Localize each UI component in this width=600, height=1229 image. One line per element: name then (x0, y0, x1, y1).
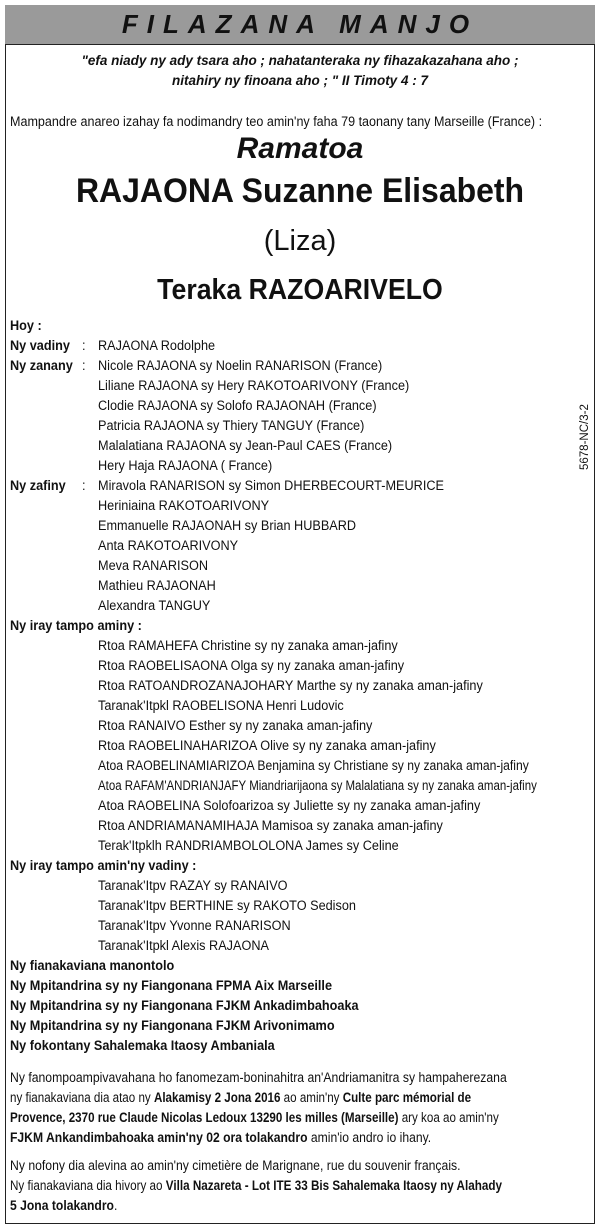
group-line: Ny fianakaviana manontolo (10, 958, 175, 973)
honorific: Ramatoa (236, 132, 364, 165)
deceased-name: RAJAONA Suzanne Elisabeth (75, 172, 525, 210)
gathering-date: 5 Jona tolakandro (10, 1198, 114, 1213)
list-item: Atoa RAOBELINAMIARIZOA Benjamina sy Christiane sy ny zanaka aman-jafiny (98, 758, 529, 773)
zafiny-sep: : (82, 478, 86, 493)
zanany-label: Ny zanany (10, 358, 73, 373)
vadiny-sep: : (82, 338, 86, 353)
list-item: Nicole RAJAONA sy Noelin RANARISON (France) (98, 358, 383, 373)
list-item: Malalatiana RAJAONA sy Jean-Paul CAES (France) (98, 438, 393, 453)
service-text: ary koa ao amin'ny (398, 1110, 499, 1125)
list-item: Alexandra TANGUY (98, 598, 211, 613)
list-item: Emmanuelle RAJAONAH sy Brian HUBBARD (98, 518, 357, 533)
hoy-label: Hoy : (10, 318, 42, 333)
zafiny-label: Ny zafiny (10, 478, 66, 493)
service-date: Alakamisy 2 Jona 2016 (153, 1090, 281, 1105)
burial-line-3 (10, 1196, 522, 1216)
service-text: ao amin'ny (280, 1090, 343, 1105)
service-text: amin'io andro io ihany. (307, 1130, 432, 1145)
tampo-vadiny-label: Ny iray tampo amin'ny vadiny : (10, 858, 197, 873)
burial-line-1: Ny nofony dia alevina ao amin'ny cimetière de Marignane, rue du souvenir français. (10, 1158, 461, 1173)
service-church-time: FJKM Ankandimbahoaka amin'ny 02 ora tolakandro (10, 1130, 308, 1145)
group-line: Ny Mpitandrina sy ny Fiangonana FJKM Ankadimbahoaka (10, 998, 359, 1013)
burial-text: . (113, 1198, 118, 1213)
service-line-1: Ny fanompoampivavahana ho fanomezam-boninahitra an'Andriamanitra sy hampaherezana (10, 1070, 507, 1085)
list-item: Atoa RAOBELINA Solofoarizoa sy Juliette sy ny zanaka aman-jafiny (98, 798, 481, 813)
service-text: ny fianakaviana dia atao ny (10, 1090, 154, 1105)
service-line-3 (10, 1108, 499, 1128)
group-line: Ny Mpitandrina sy ny Fiangonana FPMA Aix Marseille (10, 978, 333, 993)
service-line-4 (10, 1128, 522, 1148)
intro-text: Mampandre anareo izahay fa nodimandry teo amin'ny faha 79 taonany tany Marseille (France) : (10, 114, 543, 129)
burial-line-2 (10, 1176, 502, 1196)
bible-quote-line-2: nitahiry ny finoana aho ; " II Timoty 4 : 7 (172, 73, 428, 88)
list-item: Meva RANARISON (98, 558, 209, 573)
group-line: Ny Mpitandrina sy ny Fiangonana FJKM Arivonimamo (10, 1018, 335, 1033)
service-address: Provence, 2370 rue Claude Nicolas Ledoux 13290 les milles (Marseille) (10, 1110, 399, 1125)
service-venue: Culte parc mémorial de (342, 1090, 472, 1105)
list-item: Taranak'Itpv RAZAY sy RANAIVO (98, 878, 288, 893)
vadiny-label: Ny vadiny (10, 338, 70, 353)
list-item: Rtoa RAOBELINAHARIZOA Olive sy ny zanaka aman-jafiny (98, 738, 436, 753)
list-item: Taranak'Itpv Yvonne RANARISON (98, 918, 291, 933)
list-item: Liliane RAJAONA sy Hery RAKOTOARIVONY (France) (98, 378, 410, 393)
list-item: Clodie RAJAONA sy Solofo RAJAONAH (France) (98, 398, 377, 413)
service-paragraph (10, 1068, 578, 1148)
list-item: Miravola RANARISON sy Simon DHERBECOURT-MEURICE (98, 478, 444, 493)
list-item: Taranak'Itpkl Alexis RAJAONA (98, 938, 269, 953)
list-item: Taranak'Itpkl RAOBELISONA Henri Ludovic (98, 698, 344, 713)
maiden-name: Teraka RAZOARIVELO (157, 274, 443, 306)
list-item: Rtoa RATOANDROZANAJOHARY Marthe sy ny zanaka aman-jafiny (98, 678, 483, 693)
list-item: Anta RAKOTOARIVONY (98, 538, 239, 553)
group-line: Ny fokontany Sahalemaka Itaosy Ambaniala (10, 1038, 275, 1053)
list-item: Heriniaina RAKOTOARIVONY (98, 498, 270, 513)
list-item: Taranak'Itpv BERTHINE sy RAKOTO Sedison (98, 898, 356, 913)
bible-quote-line-1: "efa niady ny ady tsara aho ; nahatanteraka ny fihazakazahana aho ; (81, 53, 519, 68)
list-item: Rtoa ANDRIAMANAMIHAJA Mamisoa sy zanaka aman-jafiny (98, 818, 443, 833)
tampo-label: Ny iray tampo aminy : (10, 618, 142, 633)
list-item: Terak'Itpklh RANDRIAMBOLOLONA James sy Celine (98, 838, 399, 853)
header-banner (5, 5, 595, 45)
service-line-2 (10, 1088, 499, 1108)
list-item: Rtoa RAMAHEFA Christine sy ny zanaka aman-jafiny (98, 638, 398, 653)
list-item: Rtoa RANAIVO Esther sy ny zanaka aman-jafiny (98, 718, 373, 733)
zanany-sep: : (82, 358, 86, 373)
list-item: RAJAONA Rodolphe (98, 338, 216, 353)
header-title: FILAZANA MANJO (121, 9, 479, 39)
list-item: Mathieu RAJAONAH (98, 578, 216, 593)
deceased-nickname: (Liza) (263, 225, 337, 257)
list-item: Hery Haja RAJAONA ( France) (98, 458, 273, 473)
list-item: Atoa RAFAM'ANDRIANJAFY Miandriarijaona sy Malalatiana sy ny zanaka aman-jafiny (98, 778, 537, 793)
list-item: Rtoa RAOBELISAONA Olga sy ny zanaka aman-jafiny (98, 658, 405, 673)
list-item: Patricia RAJAONA sy Thiery TANGUY (France) (98, 418, 365, 433)
burial-paragraph (10, 1156, 579, 1216)
reference-code: 5678-NC/3-2 (579, 404, 591, 470)
gathering-place: Villa Nazareta - Lot ITE 33 Bis Sahalemaka Itaosy ny Alahady (165, 1178, 502, 1193)
burial-text: Ny fianakaviana dia hivory ao (10, 1178, 166, 1193)
